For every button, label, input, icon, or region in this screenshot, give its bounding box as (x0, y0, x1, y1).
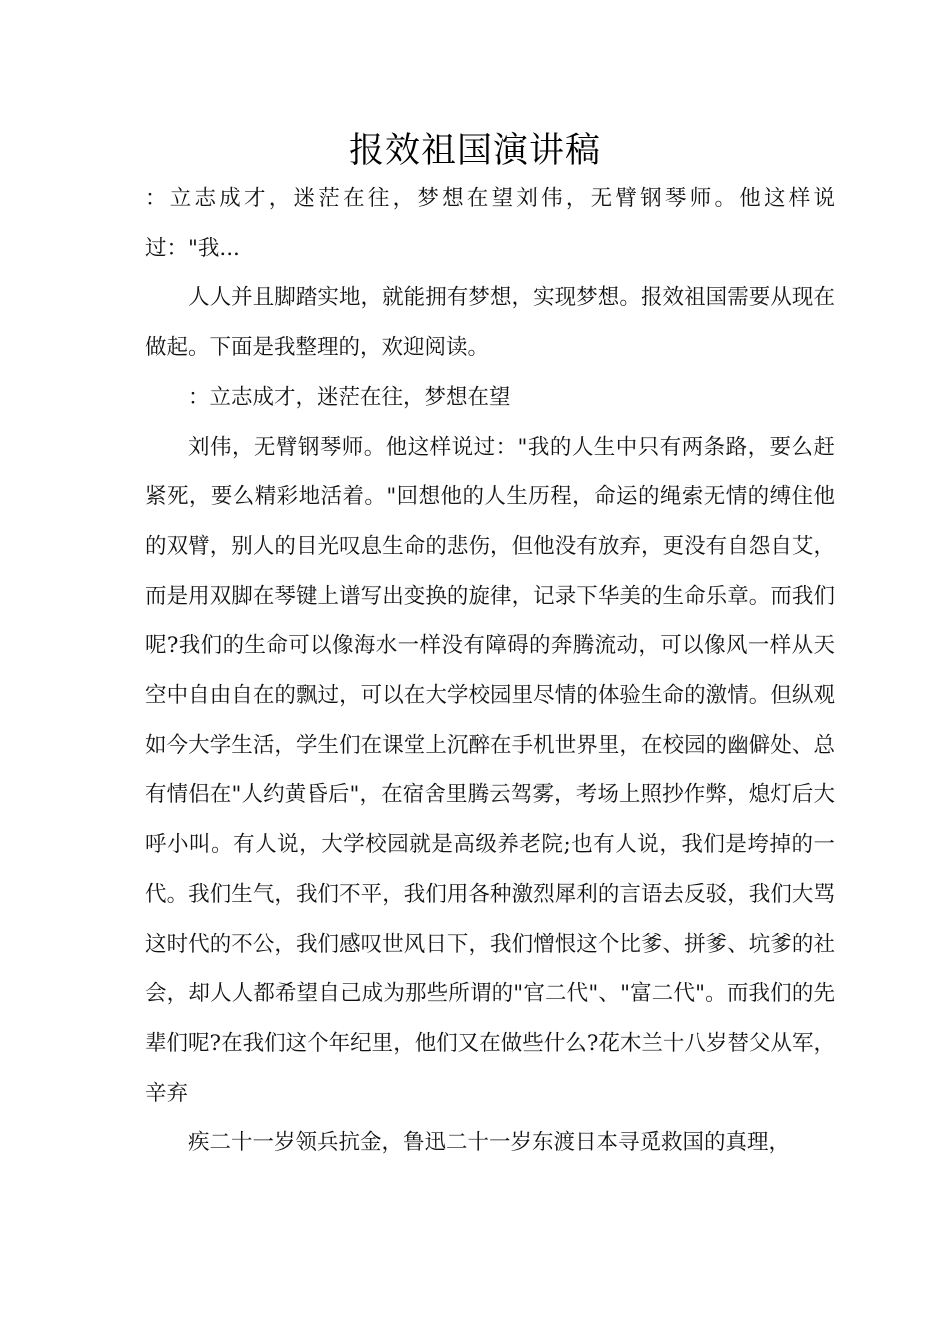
document-body (145, 174, 835, 1168)
paragraph-continuation: 疾二十一岁领兵抗金，鲁迅二十一岁东渡日本寻觅救国的真理， (188, 1130, 791, 1156)
paragraph-intro-excerpt: ：立志成才，迷茫在往，梦想在望刘伟，无臂钢琴师。他这样说过："我... (145, 186, 835, 261)
paragraph-introduction: 人人并且脚踏实地，就能拥有梦想，实现梦想。报效祖国需要从现在做起。下面是我整理的，欢迎阅读。 (145, 285, 835, 361)
paragraph-subheading: ：立志成才，迷茫在往，梦想在望 (188, 384, 511, 410)
paragraph-main: 刘伟，无臂钢琴师。他这样说过："我的人生中只有两条路，要么赶紧死，要么精彩地活着。"回想他的人生历程，命运的绳索无情的缚住他的双臂，别人的目光叹息生命的悲伤，但他没有放弃，更没有自怨自艾，而是用双脚在琴键上谱写出变换的旋律，记录下华美的生命乐章。而我们呢?我们的生命可以像海水一样没有障碍的奔腾流动，可以像风一样从天空中自由自在的飘过，可以在大学校园里尽情的体验生命的激情。但纵观如今大学生活，学生们在课堂上沉醉在手机世界里，在校园的幽僻处、总有情侣在"人约黄昏后"，在宿舍里腾云驾雾，考场上照抄作弊，熄灯后大呼小叫。有人说，大学校园就是高级养老院;也有人说，我们是垮掉的一代。我们生气，我们不平，我们用各种激烈犀利的言语去反驳，我们大骂这时代的不公，我们感叹世风日下，我们憎恨这个比爹、拼爹、坑爹的社会，却人人都希望自己成为那些所谓的"官二代"、"富二代"。而我们的先辈们呢?在我们这个年纪里，他们又在做些什么?花木兰十八岁替父从军，辛弃 (145, 434, 835, 1106)
document-title: 报效祖国演讲稿 (348, 131, 601, 171)
